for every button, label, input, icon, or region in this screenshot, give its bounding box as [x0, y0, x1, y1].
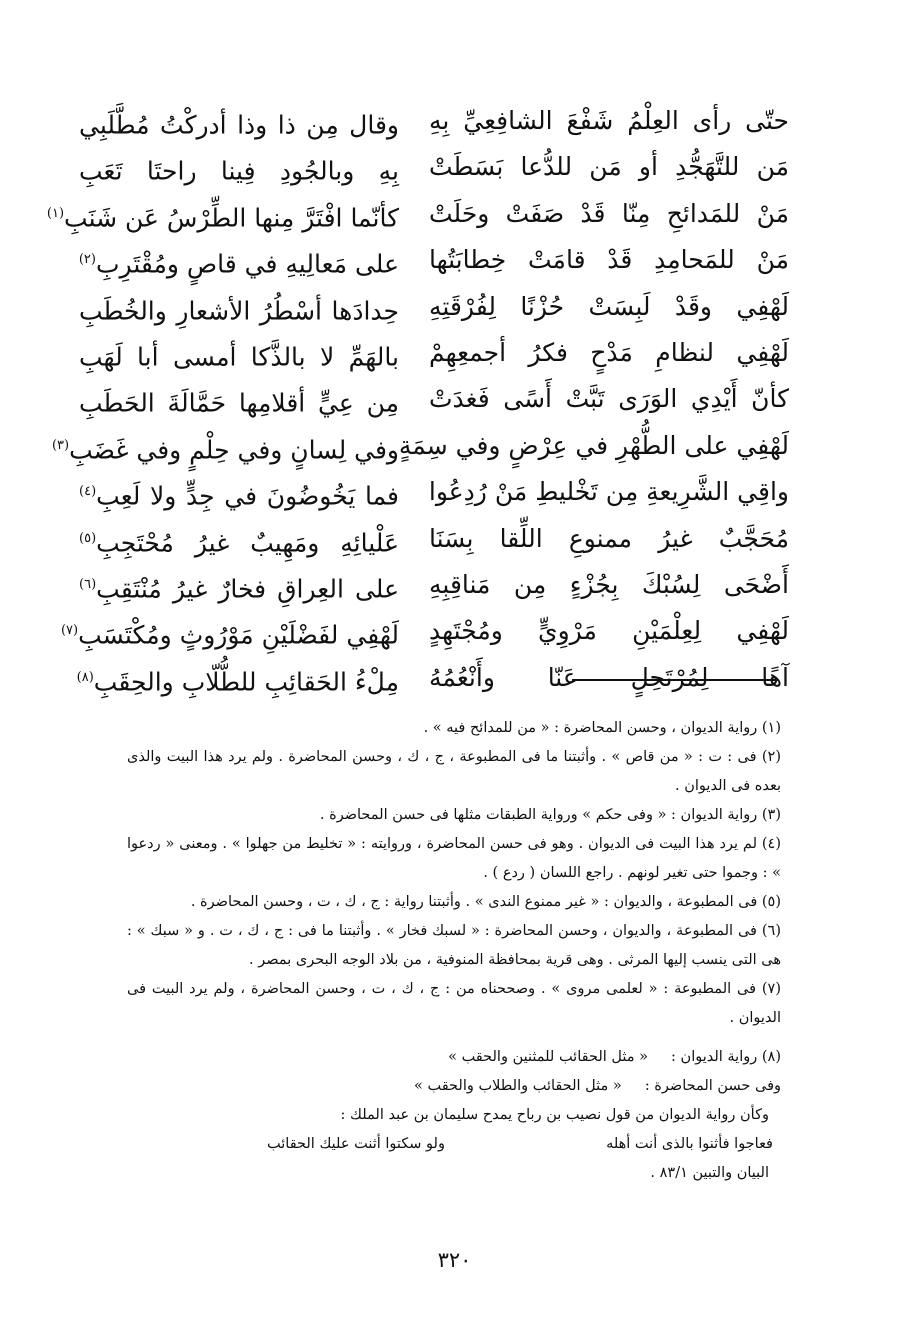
footnote-marker: (٨) [76, 669, 94, 685]
verse-text: لَهْفِي لفَضْلَيْنِ مَوْرُوثٍ ومُكْتَسَبِ [78, 620, 399, 650]
verses-column-right [398, 98, 789, 701]
quoted-hemistich: فعاجوا فأثنوا بالذى أنت أهله [606, 1136, 773, 1152]
footnote: (٦) فى المطبوعة ، والديوان ، وحسن المحاضرة : « لسبك فخار » . وأثبتنا ما فى : ج ، ك ، ت . و « سبك » : هى التى ينسب إليها المرثى . وهى قرية بمحافظة المنوفية ، من بلاد الوجه البحرى بمصر . [127, 923, 781, 968]
verse-hemistich: لَهْفِي وقَدْ لَبِسَتْ حُزْنًا لِفُرْقَتِهِ [429, 291, 789, 321]
footnote: (٥) فى المطبوعة ، والديوان : « غير ممنوع الندى » . وأثبتنا رواية : ج ، ك ، ت ، وحسن المحاضرة . [190, 894, 781, 910]
footnote-marker: (٥) [79, 530, 97, 546]
verse-hemistich [79, 144, 399, 190]
verse-hemistich: لَهْفِي على الطُّهْرِ في عِرْضٍ وفي سِمَةٍ [398, 430, 789, 460]
verse-hemistich [79, 516, 399, 562]
footnote-quote: « مثل الحقائب والطلاب والحقب » [413, 1078, 622, 1094]
footnote-quote: « مثل الحقائب للمثنين والحقب » [448, 1049, 648, 1065]
footnote-marker: (٢) [78, 252, 96, 268]
verse-hemistich: حتّى رأى العِلْمُ شَفْعَ الشافِعِيِّ بِهِ [429, 106, 789, 135]
verse-hemistich: مَنْ للمَحامِدِ قَدْ قامَتْ خِطابَتُها [429, 245, 789, 275]
footnote-label: (٨) رواية الديوان : [671, 1049, 781, 1065]
footnote-source: البيان والتبين ٨٣/١ . [650, 1165, 769, 1181]
verse-hemistich: مُحَجَّبٌ غيرُ ممنوعِ اللِّقا بِسَنَا [429, 523, 789, 553]
verse-hemistich: واقِي الشَّرِيعةِ مِن تَخْليطِ مَنْ رُدِعُوا [428, 477, 789, 507]
footnote-marker: (١) [46, 205, 65, 221]
verse-hemistich [79, 237, 399, 283]
verse-hemistich [76, 655, 399, 701]
verse-text: عَلْيائِهِ ومَهِيبٌ غيرُ مُحْتَجِبِ [96, 527, 399, 557]
verse-hemistich [79, 284, 399, 330]
footnote: (٧) فى المطبوعة : « لعلمى مروى » . وصححناه من : ج ، ك ، ت ، وحسن المحاضرة ، ولم يرد البيت فى الديوان . [127, 981, 781, 1026]
verse-hemistich: مَنْ للمَدائحِ مِنّا قَدْ صَفَتْ وحَلَتْ [429, 198, 789, 228]
verse-hemistich: كأنّ أَيْدِي الوَرَى تَبَّتْ أَسًى فَغدَتْ [429, 384, 789, 414]
verse-text: حِدادَها أسْطُرُ الأشعارِ والخُطَبِ [79, 295, 399, 325]
verse-hemistich: لَهْفِي لِعِلْمَيْنِ مَرْوِيٍّ ومُجْتَهِدٍ [429, 616, 789, 646]
footnotes [127, 714, 781, 1188]
verse-hemistich: مَن للتَّهَجُّدِ أو مَن للدُّعا بَسَطَتْ [429, 152, 789, 182]
footnote: (٢) فى : ت : « من قاص » . وأثبتنا ما فى المطبوعة ، ج ، ك ، وحسن المحاضرة . ولم يرد هذا البيت والذى بعده فى الديوان . [127, 749, 781, 794]
verse-text: بالهَمِّ لا بالذَّكا أمسى أبا لَهَبِ [79, 342, 399, 372]
verse-hemistich [46, 191, 399, 237]
verse-hemistich [79, 98, 399, 144]
verse-text: وقال مِن ذا وذا أدركْتُ مُطَّلَبِي [79, 110, 399, 140]
footnote-8 [127, 1043, 781, 1072]
footnote-label: وفى حسن المحاضرة : [644, 1078, 781, 1094]
verse-hemistich [51, 423, 399, 469]
quoted-hemistich: ولو سكتوا أثنت عليك الحقائب [267, 1136, 445, 1152]
quoted-verse [127, 1130, 781, 1159]
verse-text: على مَعالِيهِ في قاصٍ ومُقْتَرِبِ [95, 249, 399, 279]
verse-text: فما يَخُوضُونَ في جِدٍّ ولا لَعِبِ [96, 481, 399, 511]
verse-text: وفي لِسانٍ وفي حِلْمٍ وفي غَضَبِ [69, 435, 399, 465]
footnote-marker: (٦) [79, 576, 97, 592]
verse-text: بِهِ وبالجُودِ فِينا راحتَا تَعَبِ [79, 156, 399, 186]
verse-text: مِلْءُ الحَقائِبِ للطُّلّابِ والحِقَبِ [93, 667, 399, 697]
verse-hemistich: آهًا لِمُرْتَحِلٍ عَنّا وأَنْعُمُهُ [429, 662, 789, 692]
verse-hemistich: لَهْفِي لنظامِ مَدْحٍ فكرُ أجمعِهِمْ [429, 337, 789, 367]
footnote-separator [572, 679, 778, 681]
verse-hemistich [79, 469, 399, 515]
footnote: (١) رواية الديوان ، وحسن المحاضرة : « من للمدائح فيه » . [423, 720, 781, 736]
verse-hemistich [60, 608, 399, 654]
verse-hemistich [79, 330, 399, 376]
verse-hemistich: أَضْحَى لِسُبْكَ بِجُزْءٍ مِن مَناقِبِهِ [429, 569, 789, 599]
verse-hemistich [79, 562, 399, 608]
footnote-marker: (٤) [79, 484, 97, 500]
verses-column-left [46, 98, 399, 701]
verse-text: مِن عِيٍّ أقلامِها حَمَّالَةَ الحَطَبِ [79, 388, 399, 418]
verse-text: كأنّما افْتَرَّ مِنها الطِّرْسُ عَن شَنَبِ [64, 203, 399, 233]
footnote: (٤) لم يرد هذا البيت فى الديوان . وهو فى حسن المحاضرة ، وروايته : « تخليط من جهلوا » . ومعنى « ردعوا » : وجموا حتى تغير لونهم . راجع اللسان ( ردع ) . [127, 836, 781, 881]
footnote-marker: (٧) [60, 623, 79, 639]
footnote-marker: (٣) [51, 437, 70, 453]
verse-text: على العِراقِ فخارٌ غيرُ مُنْتَقِبِ [96, 574, 399, 604]
footnote-8-line: وكأن رواية الديوان من قول نصيب بن رباح يمدح سليمان بن عبد الملك : [340, 1107, 769, 1123]
footnote-8-line [127, 1072, 781, 1101]
footnote: (٣) رواية الديوان : « وفى حكم » ورواية الطبقات مثلها فى حسن المحاضرة . [319, 807, 781, 823]
verse-hemistich [79, 376, 399, 422]
page-number: ٣٢٠ [437, 1248, 472, 1272]
